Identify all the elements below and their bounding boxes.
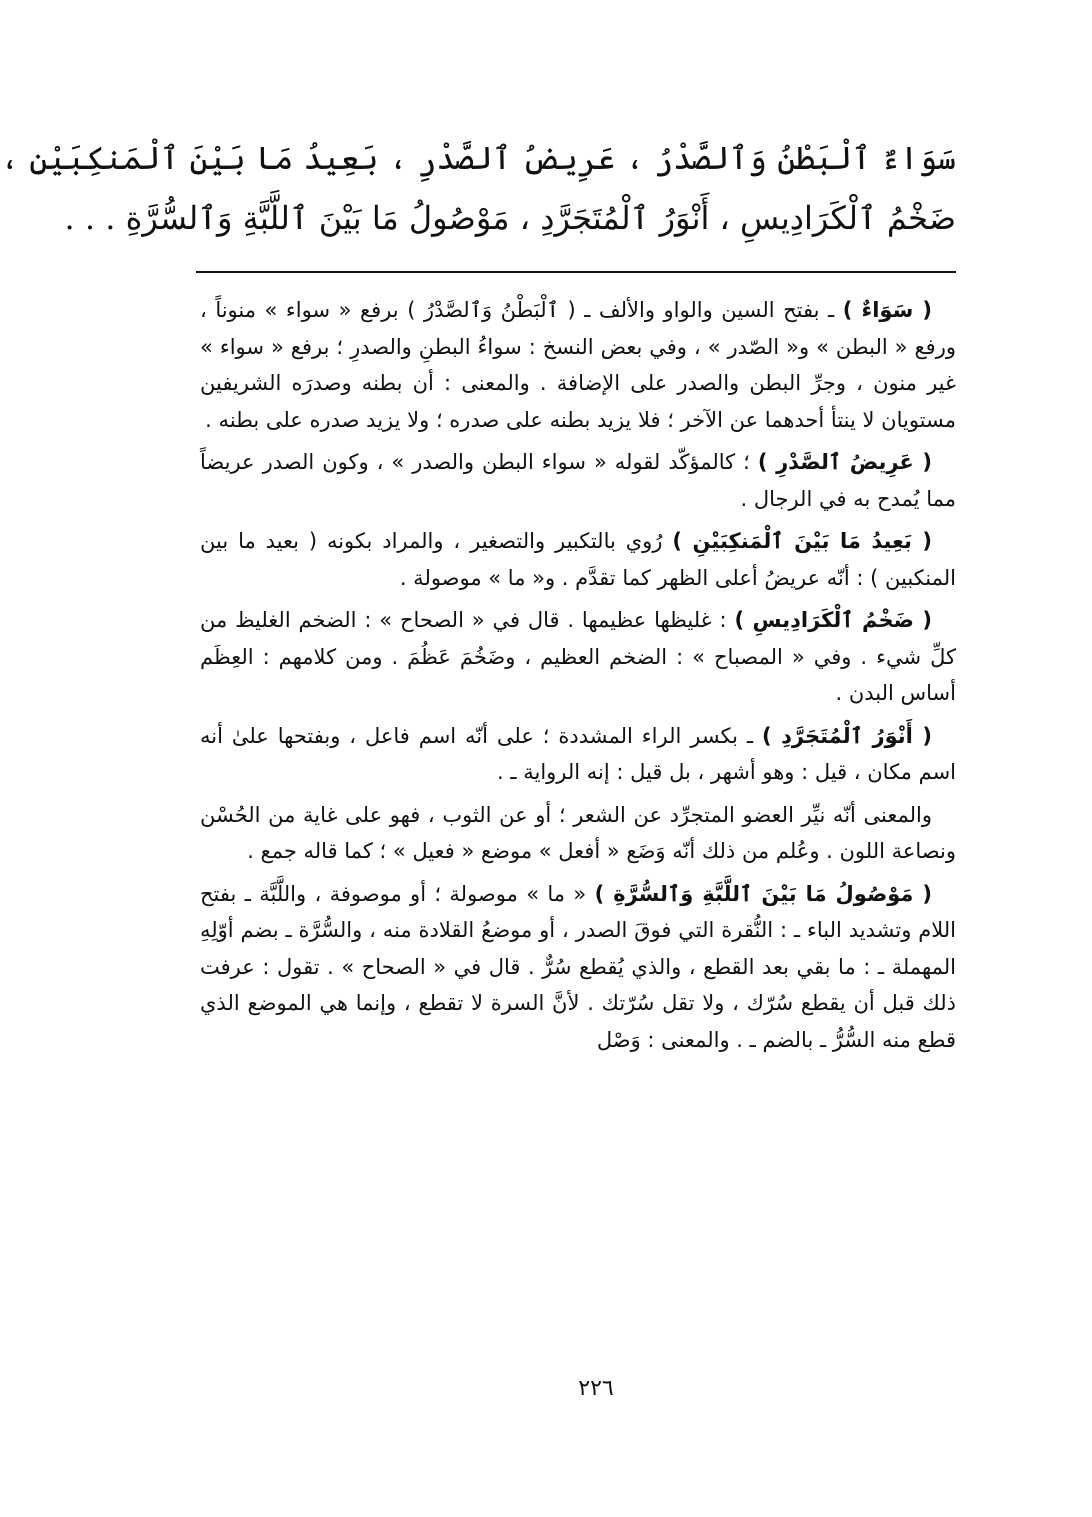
commentary-paragraph [200,444,956,517]
commentary-text: ـ بفتح السين والواو والألف ـ ( ٱلْبَطْنُ وَٱلصَّدْرُ ) برفع « سواء » منوناً ، ورفع « البطن » و« الصّدر » ، وفي بعض النسخ : سواءُ البطنِ والصدرِ ؛ برفع « سواء » غير منون ، وجرِّ البطن والصدر على الإضافة . والمعنى : أن بطنه وصدرَه الشريفين مستويان لا ينتأ أحدهما عن الآخر ؛ فلا يزيد بطنه على صدره ؛ ولا يزيد صدره على بطنه . [200,298,956,432]
commentary-paragraph [200,797,956,870]
commentary-text: رُوي بالتكبير والتصغير ، والمراد بكونه ( بعيد ما بين المنكبين ) : أنّه عريضُ أعلى الظهر كما تقدَّم . و« ما » موصولة . [200,529,956,590]
hadith-line: سَوَاءٌ ٱلْبَطْنُ وَٱلصَّدْرُ ، عَرِيضُ ٱلصَّدْرِ ، بَعِيدُ مَا بَيْنَ ٱلْمَنكِبَيْنِ ، [0,139,956,177]
commentary-paragraph [200,602,956,712]
hadith-text [0,128,956,248]
commentary-text: « ما » موصولة ؛ أو موصوفة ، واللَّبَّة ـ بفتح اللام وتشديد الباء ـ : النُّقرة التي فوقَ الصدر ، أو موضعُ القلادة منه ، والسُّرَّة ـ بضم أوّلِهِ المهملة ـ : ما بقي بعد القطع ، والذي يُقطع سُرٌّ . قال في « الصحاح » . تقول : عرفت ذلك قبل أن يقطع سُرّك ، ولا تقل سُرّتك . لأنَّ السرة لا تقطع ، وإنما هي الموضع الذي قطع منه السُّرُّ ـ بالضم ـ . والمعنى : وَصْل [200,881,956,1052]
commentary-text: ـ بكسر الراء المشددة ؛ على أنّه اسم فاعل ، وبفتحها علىٰ أنه اسم مكان ، قيل : وهو أشهر ، بل قيل : إنه الرواية ـ . [200,723,956,784]
commentary-paragraph [200,718,956,791]
commentary-lemma: ( بَعِيدُ مَا بَيْنَ ٱلْمَنكِبَيْنِ ) [672,529,932,553]
commentary-paragraph [200,292,956,438]
commentary-text: : غليظها عظيمها . قال في « الصحاح » : الضخم الغليظ من كلِّ شيء . وفي « المصباح » : الضخم العظيم ، وضَخُمَ عَظُمَ . ومن كلامهم : العِظَم أساس البدن . [200,608,956,705]
commentary-paragraph [200,523,956,596]
commentary-lemma: ( عَرِيضُ ٱلصَّدْرِ ) [757,450,932,474]
page-number: ٢٢٦ [578,1376,614,1401]
commentary-text: ؛ كالمؤكّد لقوله « سواء البطن والصدر » ، وكون الصدر عريضاً مما يُمدح به في الرجال . [200,450,956,511]
commentary-lemma: ( سَوَاءٌ ) [842,298,933,322]
commentary-lemma: ( أَنْوَرُ ٱلْمُتَجَرَّدِ ) [761,723,932,748]
hadith-line: ضَخْمُ ٱلْكَرَادِيسِ ، أَنْوَرُ ٱلْمُتَجَرَّدِ ، مَوْصُولُ مَا بَيْنَ ٱللَّبَّةِ وَٱلسُّرَّةِ . . . [64,199,956,237]
commentary-lemma: ( مَوْصُولُ مَا بَيْنَ ٱللَّبَّةِ وَٱلسُّرَّةِ ) [594,881,932,906]
commentary-lemma: ( ضَخْمُ ٱلْكَرَادِيسِ ) [734,608,932,632]
commentary-section [200,292,956,1064]
commentary-text: والمعنى أنّه نيِّر العضو المتجرِّد عن الشعر ؛ أو عن الثوب ، فهو على غاية من الحُسْن ونصاعة اللون . وعُلم من ذلك أنّه وَضَع « أفعل » موضع « فعيل » ؛ كما قاله جمع . [200,802,956,863]
commentary-paragraph [200,876,956,1059]
section-divider [196,271,956,273]
